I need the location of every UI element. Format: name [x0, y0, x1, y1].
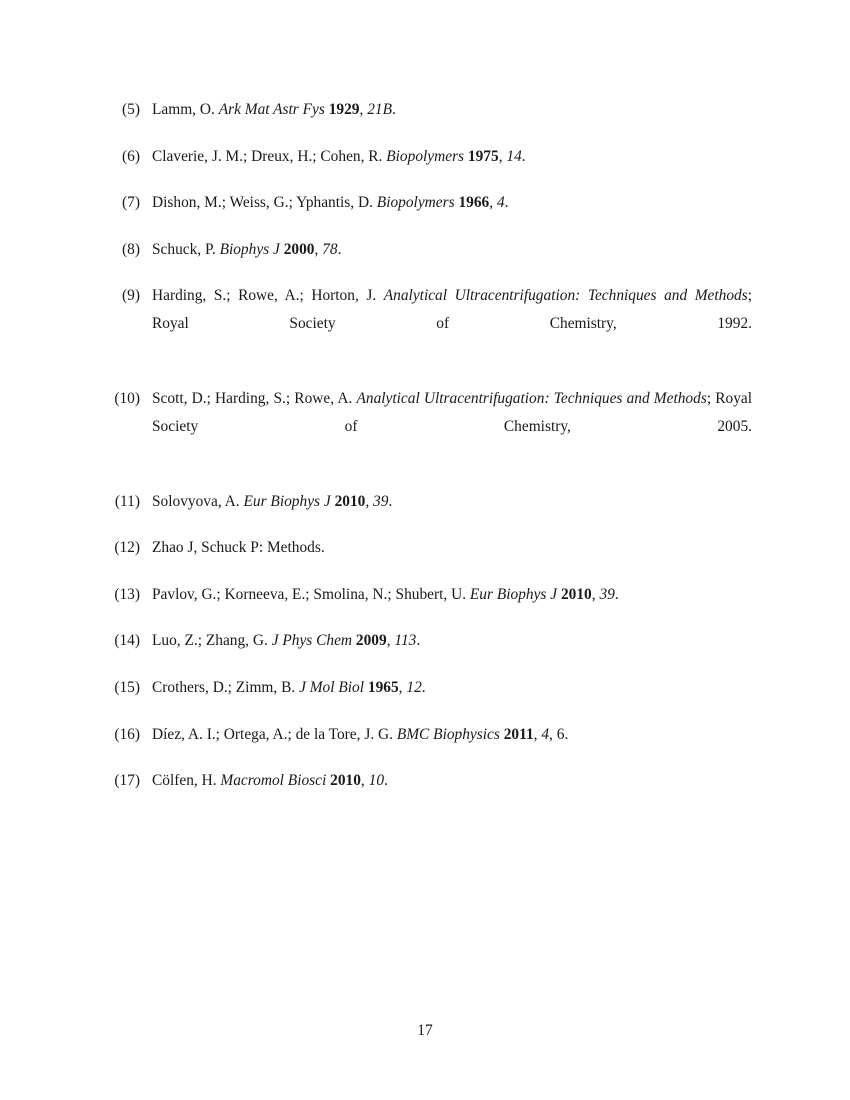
reference-title: Biopolymers — [376, 194, 455, 212]
reference-entry — [98, 674, 752, 702]
reference-plain: , — [398, 678, 407, 696]
reference-title: Analytical Ultracentrifugation: Techniques and Methods — [356, 389, 707, 407]
reference-label: (14) — [114, 632, 140, 650]
reference-text — [152, 767, 752, 795]
reference-plain: , 6. — [549, 725, 569, 743]
reference-plain: ; Royal Society of Chemistry, 2005. — [152, 389, 753, 435]
reference-title: Eur Biophys J — [469, 585, 558, 603]
reference-label: (12) — [114, 539, 140, 557]
reference-year: 1929 — [328, 101, 360, 118]
reference-plain: , — [360, 772, 369, 790]
reference-title: 21B — [367, 101, 392, 118]
reference-year: 1965 — [367, 678, 399, 696]
reference-text — [152, 385, 752, 469]
reference-plain: , — [386, 632, 395, 650]
reference-text — [152, 143, 752, 171]
reference-plain: Lamm, O. — [152, 101, 219, 118]
reference-plain: . — [391, 101, 396, 118]
reference-plain: Zhao J, Schuck P: Methods. — [152, 539, 325, 557]
reference-plain: . — [384, 772, 388, 790]
reference-plain: Cölfen, H. — [152, 772, 221, 790]
reference-year: 2000 — [283, 240, 315, 258]
reference-title: 39 — [599, 585, 615, 603]
reference-entry — [98, 721, 752, 749]
reference-plain: Claverie, J. M.; Dreux, H.; Cohen, R. — [152, 147, 387, 165]
reference-plain: . — [337, 240, 342, 258]
reference-entry — [98, 581, 752, 609]
reference-title: Biopolymers — [386, 147, 465, 165]
reference-label: (8) — [122, 240, 140, 258]
reference-label: (6) — [122, 147, 140, 165]
reference-label: (10) — [114, 389, 140, 407]
reference-plain: ; Royal Society of Chemistry, 1992. — [152, 287, 752, 333]
reference-plain: , — [498, 147, 507, 165]
reference-year: 2011 — [503, 725, 534, 743]
reference-plain: . — [614, 585, 619, 603]
page-number: 17 — [417, 1022, 433, 1039]
reference-entry — [98, 282, 752, 366]
reference-plain: Harding, S.; Rowe, A.; Horton, J. — [152, 287, 384, 305]
reference-text — [152, 282, 752, 366]
reference-plain: . — [388, 492, 393, 510]
reference-entry — [98, 236, 752, 264]
reference-plain: , — [359, 101, 368, 118]
reference-text — [152, 96, 752, 124]
reference-title: 12 — [406, 678, 422, 696]
reference-plain: Solovyova, A. — [152, 492, 244, 510]
reference-label: (5) — [122, 101, 140, 118]
reference-year: 1966 — [458, 194, 490, 212]
reference-plain: , — [489, 194, 497, 212]
reference-title: Eur Biophys J — [243, 492, 331, 510]
reference-entry — [98, 627, 752, 655]
reference-plain: . — [421, 678, 426, 696]
reference-plain: Luo, Z.; Zhang, G. — [152, 632, 272, 650]
reference-title: J Phys Chem — [271, 632, 353, 650]
reference-label: (15) — [114, 678, 140, 696]
reference-plain: Crothers, D.; Zimm, B. — [152, 678, 300, 696]
reference-title: Macromol Biosci — [220, 772, 327, 790]
reference-plain: , — [365, 492, 374, 510]
reference-text — [152, 674, 752, 702]
reference-label: (13) — [114, 585, 140, 603]
reference-label: (16) — [114, 725, 140, 743]
reference-title: J Mol Biol — [299, 678, 365, 696]
reference-plain: . — [416, 632, 421, 650]
reference-plain: Pavlov, G.; Korneeva, E.; Smolina, N.; Shubert, U. — [152, 585, 470, 603]
reference-year: 2010 — [560, 585, 592, 603]
reference-text — [152, 488, 752, 516]
reference-text — [152, 581, 752, 609]
reference-plain: Dishon, M.; Weiss, G.; Yphantis, D. — [152, 194, 377, 212]
reference-plain: , — [533, 725, 542, 743]
reference-label: (11) — [114, 492, 140, 510]
reference-text — [152, 534, 752, 562]
reference-text — [152, 721, 752, 749]
reference-label: (9) — [122, 287, 140, 305]
reference-title: 39 — [373, 492, 389, 510]
reference-year: 2010 — [330, 772, 361, 790]
reference-title: BMC Biophysics — [396, 725, 500, 743]
reference-entry — [98, 767, 752, 795]
reference-title: 10 — [368, 772, 385, 790]
reference-title: 113 — [394, 632, 417, 650]
reference-entry — [98, 534, 752, 562]
reference-title: Analytical Ultracentrifugation: Techniques and Methods — [383, 287, 748, 305]
reference-plain: . — [521, 147, 526, 165]
reference-title: 14 — [506, 147, 522, 165]
reference-plain: . — [504, 194, 509, 212]
reference-text — [152, 627, 752, 655]
reference-list — [98, 96, 752, 814]
reference-plain: Díez, A. I.; Ortega, A.; de la Tore, J. G. — [152, 725, 397, 743]
reference-label: (17) — [114, 772, 140, 790]
reference-entry — [98, 143, 752, 171]
reference-text — [152, 236, 752, 264]
reference-title: Ark Mat Astr Fys — [218, 101, 325, 118]
reference-year: 2009 — [355, 632, 387, 650]
reference-plain: Schuck, P. — [152, 240, 220, 258]
reference-title: 4 — [496, 194, 505, 212]
reference-entry — [98, 385, 752, 469]
reference-title: Biophys J — [219, 240, 280, 258]
reference-year: 2010 — [334, 492, 366, 510]
reference-entry — [98, 96, 752, 124]
reference-text — [152, 189, 752, 217]
reference-plain: Scott, D.; Harding, S.; Rowe, A. — [152, 389, 357, 407]
reference-title: 78 — [322, 240, 338, 258]
reference-label: (7) — [122, 194, 140, 212]
reference-year: 1975 — [467, 147, 499, 165]
reference-plain: , — [314, 240, 323, 258]
reference-plain: , — [591, 585, 600, 603]
reference-entry — [98, 488, 752, 516]
reference-entry — [98, 189, 752, 217]
reference-title: 4 — [541, 725, 550, 743]
